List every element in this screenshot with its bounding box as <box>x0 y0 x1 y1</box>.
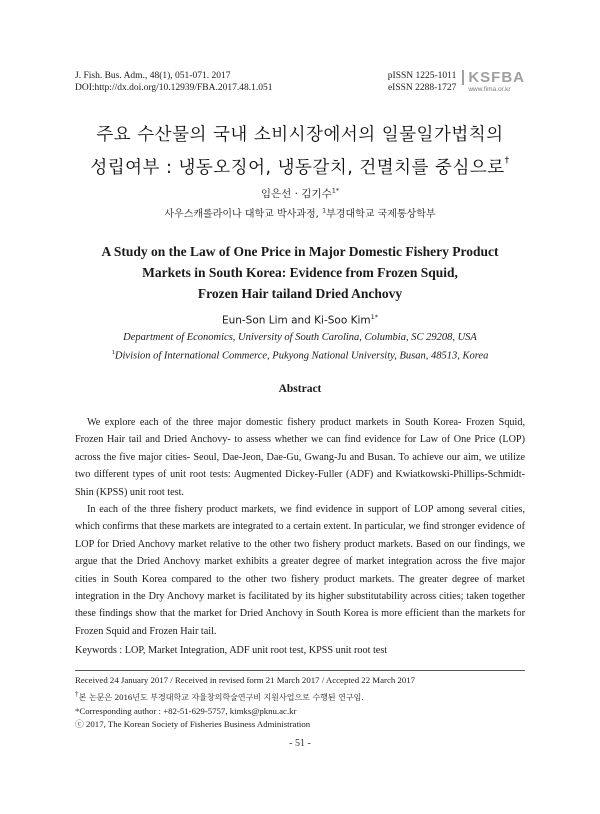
english-affiliation-1: Department of Economics, University of South Carolina, Columbia, SC 29208, USA <box>123 332 477 343</box>
funding-year: 2016 <box>114 692 133 703</box>
footnote-divider <box>75 670 525 671</box>
abstract-paragraph-2: In each of the three fishery product markets, we find evidence in support of LOP among several cities, which confirms that these markets are integrated to a certain extent. In particular, we find stronger evidence of LOP for Dried Anchovy market relative to the other two fishery product markets. Based on our findings, we argue that the Dried Anchovy market exhibits a greater degree of market integration across the five major cities in South Korea compared to the other two fishery product markets. The greater degree of market integration in the Dry Anchovy market is facilitated by its higher substitutability across cities; taken together these findings show that the market for Dried Anchovy in South Korea is more efficient than the markets for Frozen Squid and Frozen Hair tail. <box>75 504 525 637</box>
korean-affiliations <box>0 205 600 220</box>
title-footnote-mark: † <box>504 156 510 166</box>
ksfba-logo <box>462 70 525 94</box>
english-affil2-mark: 1 <box>111 349 115 356</box>
funding-mark: † <box>75 689 79 699</box>
footnotes <box>75 674 525 731</box>
korean-title-line1: 주요 수산물의 국내 소비시장에서의 일물일가법칙의 <box>96 125 504 145</box>
logo-url[interactable]: www.fima.or.kr <box>468 86 511 93</box>
eissn: eISSN 2288-1727 <box>387 83 457 93</box>
korean-author-names: 임은선 · 김기수 <box>260 188 332 200</box>
english-title-line3: Frozen Hair tailand Dried Anchovy <box>197 286 403 301</box>
english-title-line1: A Study on the Law of One Price in Major Domestic Fishery Product <box>101 244 499 259</box>
corresponding-author: *Corresponding author : +82-51-629-5757, kimks@pknu.ac.kr <box>75 705 297 716</box>
page-number: - 51 - <box>289 738 311 749</box>
abstract-body <box>75 414 525 640</box>
korean-affil-part2: 부경대학교 국제통상학부 <box>326 209 436 220</box>
english-title <box>60 241 540 304</box>
korean-title <box>40 122 560 181</box>
funding-text-part1: 본 논문은 <box>78 693 115 703</box>
korean-author-mark: 1* <box>331 186 340 195</box>
logo-text: KSFBA <box>462 70 525 85</box>
korean-affil-mark: 1 <box>322 206 327 215</box>
english-author-mark: 1* <box>370 313 379 321</box>
korean-affil-part1: 사우스캐롤라이나 대학교 박사과정, <box>164 209 323 220</box>
funding-text-part2: 년도 부경대학교 자율창의학술연구비 지원사업으로 수행된 연구임. <box>132 693 364 703</box>
citation-block <box>75 70 273 94</box>
korean-authors <box>0 186 600 201</box>
english-author-names: Eun-Son Lim and Ki-Soo Kim <box>221 314 371 327</box>
korean-title-line2: 성립여부 : 냉동오징어, 냉동갈치, 건멸치를 중심으로 <box>90 158 505 178</box>
abstract-heading: Abstract <box>278 383 322 395</box>
english-affiliation-2 <box>0 349 600 362</box>
pissn: pISSN 1225-1011 <box>387 71 457 81</box>
doi-link[interactable]: DOI:http://dx.doi.org/10.12939/FBA.2017.48.1.051 <box>75 83 273 93</box>
english-affil2-text: Division of International Commerce, Pukyong National University, Busan, 48513, Korea <box>114 350 489 362</box>
journal-citation: J. Fish. Bus. Adm., 48(1), 051-071. 2017 <box>75 71 231 81</box>
abstract-paragraph-1: We explore each of the three major domestic fishery product markets in South Korea- Frozen Squid, Frozen Hair tail and Dried Anchovy- to assess whether we can find evidence for Law of One Price (LOP) across the five major cities- Seoul, Dae-Jeon, Dae-Gu, Gwang-Ju and Busan. To achieve our aim, we utilize two different types of unit root tests: Augmented Dickey-Fuller (ADF) and Kwiatkowski-Phillips-Schmidt-Shin (KPSS) unit root test. <box>75 417 525 498</box>
copyright: ⓒ 2017, The Korean Society of Fisheries Business Administration <box>75 718 311 729</box>
issn-block <box>388 70 525 94</box>
english-title-line2: Markets in South Korea: Evidence from Frozen Squid, <box>142 265 458 280</box>
english-authors <box>0 313 600 327</box>
received-dates: Received 24 January 2017 / Received in revised form 21 March 2017 / Accepted 22 March 2017 <box>75 675 416 685</box>
keywords: Keywords : LOP, Market Integration, ADF unit root test, KPSS unit root test <box>75 645 388 656</box>
funding-note <box>75 687 525 704</box>
